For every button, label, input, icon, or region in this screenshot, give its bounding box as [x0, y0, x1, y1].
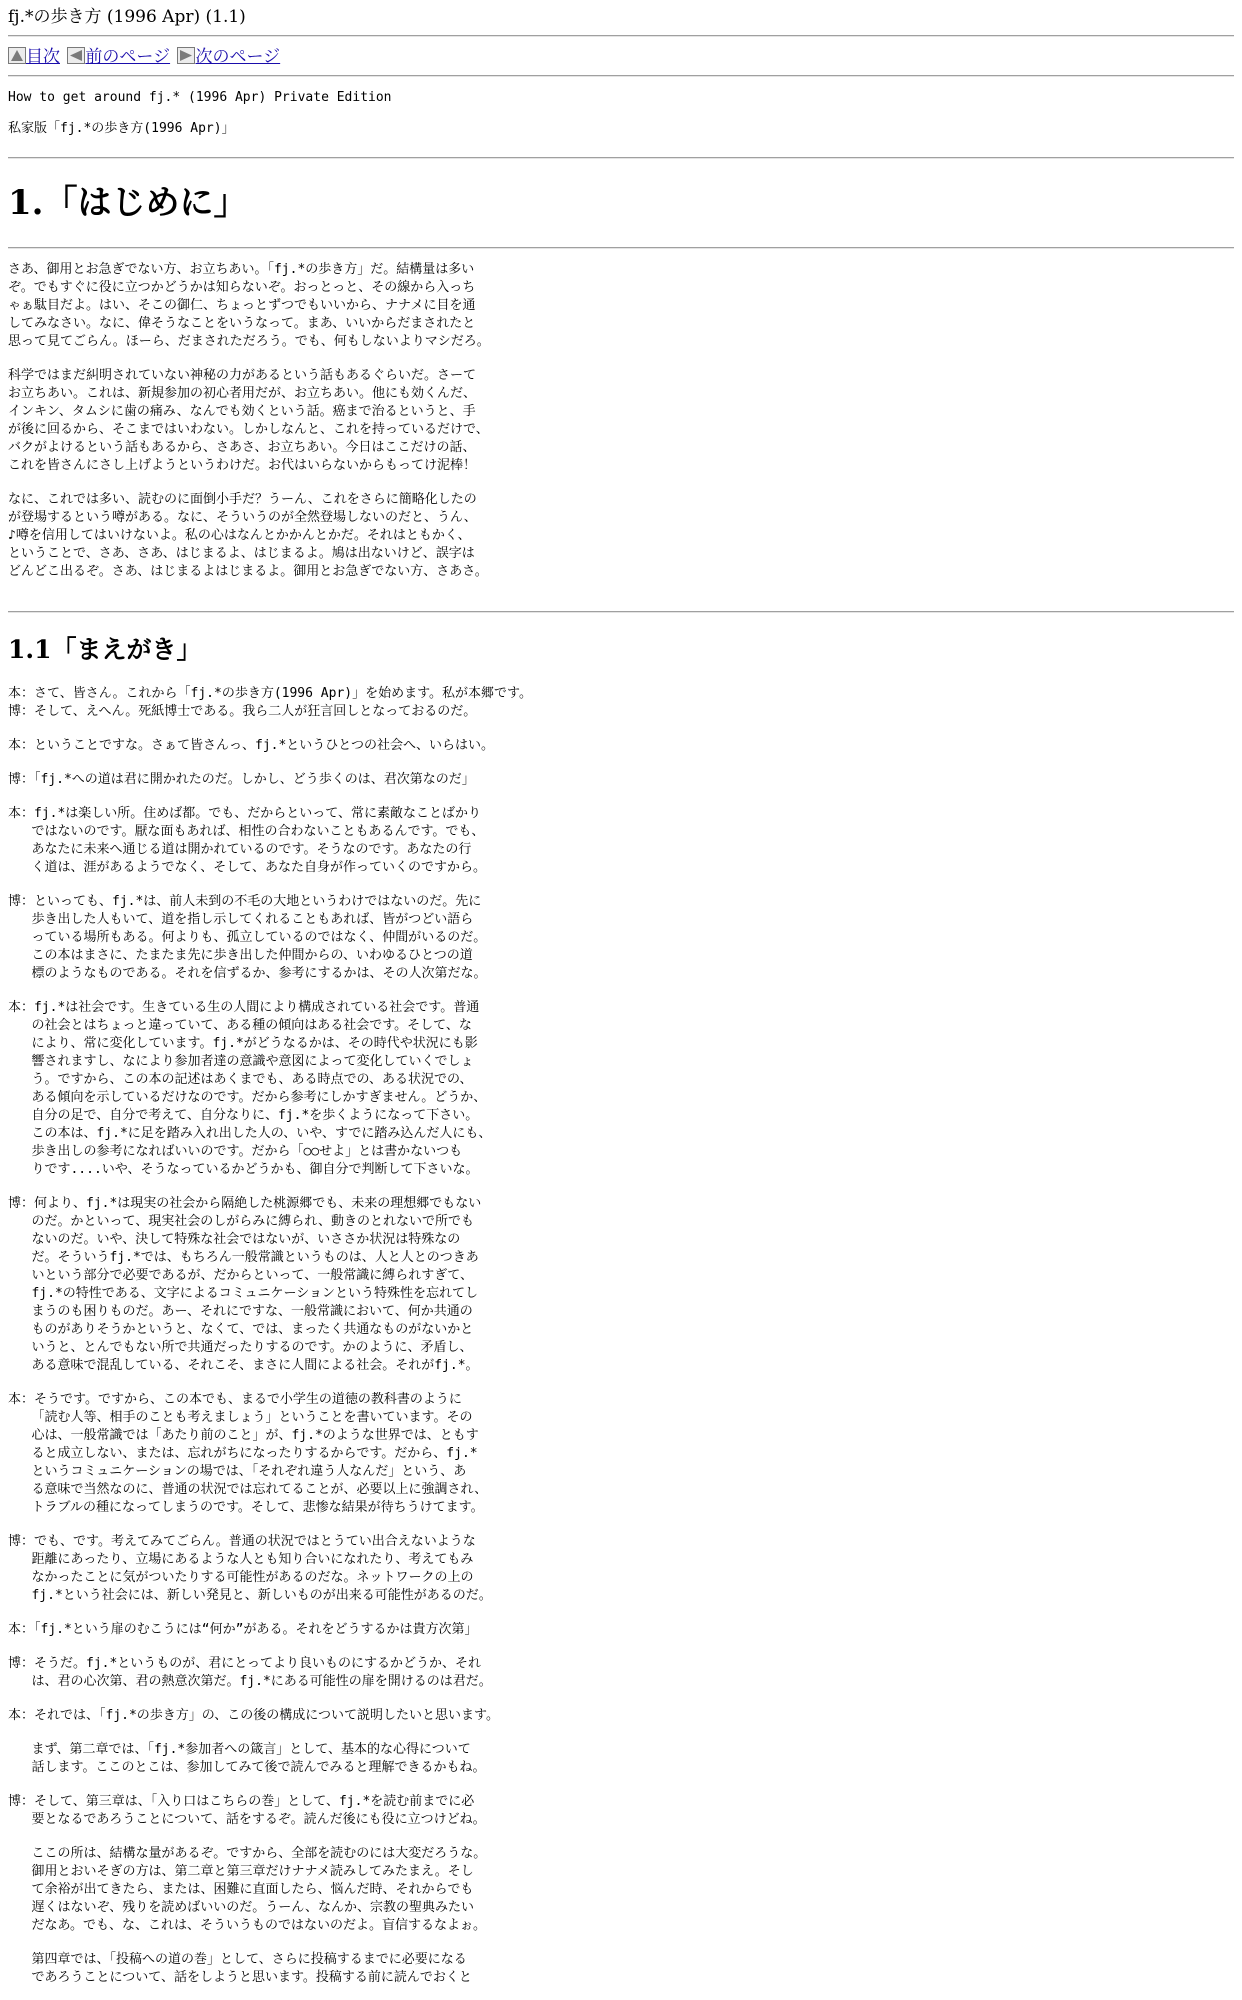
header-line-japanese: 私家版「fj.*の歩き方(1996 Apr)」	[8, 121, 235, 136]
dialogue-paragraph: 本：「fj.*という扉のむこうには“何か”がある。それをどうするかは貴方次第」	[8, 1622, 478, 1637]
dialogue-paragraph: 博：そうだ。fj.*というものが、君にとってより良いものにするかどうか、それ は、君の心次第、君の熱意次第だ。fj.*にある可能性の扉を開けるのは君だ。	[8, 1656, 492, 1689]
header-line-english: How to get around fj.* (1996 Apr) Private Edition	[8, 90, 392, 105]
intro-paragraph: なに、これでは多い、読むのに面倒小手だ？うーん、これをさらに簡略化したの が登場するという噂がある。なに、そういうのが全然登場しないのだと、うん、 ♪噂を信用してはいけないよ。私の心はなんとかかんとかだ。それはともかく、 ということで、さあ、さあ、はじまるよ、はじまるよ。鳩は出ないけど、誤字は どんどこ出るぞ。さあ、はじまるよはじまるよ。御用とお急ぎでない方、さあさ。	[8, 492, 488, 579]
dialogue-paragraph: 博：といっても、fj.*は、前人未到の不毛の大地というわけではないのだ。先に 歩き出した人もいて、道を指し示してくれることもあれば、皆がつどい語ら っている場所もある。何よりも、孤立しているのではなく、仲間がいるのだ。 この本はまさに、たまたま先に歩き出した仲間からの、いわゆるひとつの道 標のようなものである。それを信ずるか、参考にするかは、その人次第だな。	[8, 894, 487, 981]
dialogue-paragraph: 博：でも、です。考えてみてごらん。普通の状況ではとうてい出合えないような 距離にあったり、立場にあるような人とも知り合いになれたり、考えてもみ なかったことに気がついたりする可能性があるのだな。ネットワークの上の fj.*という社会には、新しい発見と、新しいものが出来る可能性があるのだ。	[8, 1534, 492, 1603]
dialogue-paragraph: 本：さて、皆さん。これから「fj.*の歩き方(1996 Apr)」を始めます。私が本郷です。 博：そして、えへん。死紙博士である。我ら二人が狂言回しとなっておるのだ。	[8, 686, 533, 719]
dialogue-paragraph: 博：何より、fj.*は現実の社会から隔絶した桃源郷でも、未来の理想郷でもない のだ。かといって、現実社会のしがらみに縛られ、動きのとれないで所でも ないのだ。いや、決して特殊な社会ではないが、いささか状況は特殊なの だ。そういうfj.*では、もちろん一般常識というものは、人と人とのつきあ いという部分で必要であるが、だからといって、一般常識に縛られすぎて、 fj.*の特性である、文字によるコミュニケーションという特殊性を忘れてし まうのも困りものだ。あー、それにですな、一般常識において、何か共通の ものがありそうかというと、なくて、では、まったく共通なものがないかと いうと、とんでもない所で共通だったりするのです。かのように、矛盾し、 ある意味で混乱している、それこそ、まさに人間による社会。それがfj.*。	[8, 1196, 482, 1373]
toc-link[interactable]: 目次	[26, 47, 60, 67]
dialogue-paragraph: ここの所は、結構な量があるぞ。ですから、全部を読むのには大変だろうな。 御用とおいそぎの方は、第二章と第三章だけナナメ読みしてみたまえ。そし て余裕が出てきたら、または、困難に直面したら、悩んだ時、それからでも 遅くはないぞ、残りを読めばいいのだ。うーん、なんか、宗教の聖典みたい だなあ。でも、な、これは、そういうものではないのだよ。盲信するなよぉ。	[31, 1846, 487, 1933]
dialogue-paragraph: 博：「fj.*への道は君に開かれたのだ。しかし、どう歩くのは、君次第なのだ」	[8, 772, 475, 787]
up-arrow-icon[interactable]	[8, 47, 26, 64]
intro-paragraph: 科学ではまだ糾明されていない神秘の力があるという話もあるぐらいだ。さーて お立ちあい。これは、新規参加の初心者用だが、お立ちあい。他にも効くんだ、 インキン、タムシに歯の痛み、なんでも効くという話。癌まで治るというと、手 が後に回るから、そこまではいわない。しかしなんと、これを持っているだけで、 バクがよけるという話もあるから、さあさ、お立ちあい。今日はここだけの話、 これを皆さんにさし上げようというわけだ。お代はいらないからもってけ泥棒！	[8, 368, 489, 473]
chapter-heading: 1.「はじめに」	[8, 183, 248, 223]
dialogue-paragraph: 第四章では、「投稿への道の巻」として、さらに投稿するまでに必要になる であろうことについて、話をしようと思います。投稿する前に読んでおくと	[31, 1952, 472, 1985]
section-heading: 1.1「まえがき」	[8, 635, 202, 664]
dialogue	[8, 685, 1234, 1987]
dialogue-paragraph: 博：そして、第三章は、「入り口はこちらの巻」として、fj.*を読む前までに必 要となるであろうことについて、話をするぞ。読んだ後にも役に立つけどね。	[8, 1794, 486, 1827]
dialogue-paragraph: 本：それでは、「fj.*の歩き方」の、この後の構成について説明したいと思います。	[8, 1708, 499, 1723]
page-title: fj.*の歩き方 (1996 Apr) (1.1)	[8, 7, 246, 27]
dialogue-paragraph: 本：fj.*は社会です。生きている生の人間により構成されている社会です。普通 の社会とはちょっと違っていて、ある種の傾向はある社会です。そして、な により、常に変化しています。fj.*がどうなるかは、その時代や状況にも影 響されますし、なにより参加者達の意識や意図によって変化していくでしょ う。ですから、この本の記述はあくまでも、ある時点での、ある状況での、 ある傾向を示しているだけなのです。だから参考にしかすぎません。どうか、 自分の足で、自分で考えて、自分なりに、fj.*を歩くようになって下さい。 この本は、fj.*に足を踏み入れ出した人の、いや、すでに踏み込んだ人にも、 歩き出しの参考になればいいのです。だから「○○せよ」とは書かないつも りです....いや、そうなっているかどうかも、御自分で判断して下さいな。	[8, 1000, 492, 1177]
right-arrow-icon[interactable]	[177, 47, 195, 64]
next-page-link[interactable]: 次のページ	[195, 47, 281, 67]
navigation-bar	[8, 37, 1234, 75]
dialogue-paragraph: 本：そうです。ですから、この本でも、まるで小学生の道徳の教科書のように 「読む人等、相手のことも考えましょう」ということを書いています。その 心は、一般常識では「あたり前のこと」が、fj.*のような世界では、ともす ると成立しない、または、忘れがちになったりするからです。だから、fj.* というコミュニケーションの場では、「それぞれ違う人なんだ」という、あ る意味で当然なのに、普通の状況では忘れてることが、必要以上に強調され、 トラブルの種になってしまうのです。そして、悲惨な結果が待ちうけてます。	[8, 1392, 488, 1515]
prev-page-link[interactable]: 前のページ	[85, 47, 171, 67]
left-arrow-icon[interactable]	[67, 47, 85, 64]
dialogue-paragraph: 本：ということですな。さぁて皆さんっ、fj.*というひとつの社会へ、いらはい。	[8, 738, 495, 753]
intro-paragraph: さあ、御用とお急ぎでない方、お立ちあい。「fj.*の歩き方」だ。結構量は多い ぞ。でもすぐに役に立つかどうかは知らないぞ。おっとっと、その線から入っち ゃぁ駄目だよ。はい、そこの御仁、ちょっとずつでもいいから、ナナメに目を通 してみなさい。なに、偉そうなことをいうなって。まあ、いいからだまされたと 思って見てごらん。ほーら、だまされただろう。でも、何もしないよりマシだろ。	[8, 262, 490, 349]
dialogue-paragraph: 本：fj.*は楽しい所。住めば都。でも、だからといって、常に素敵なことばかり ではないのです。厭な面もあれば、相性の合わないこともあるんです。でも、 あなたに未来へ通じる道は開かれているのです。そうなのです。あなたの行 く道は、涯があるようでなく、そして、あなた自身が作っていくのですから。	[8, 806, 486, 875]
dialogue-paragraph: まず、第二章では、「fj.*参加者への箴言」として、基本的な心得について 話します。ここのとこは、参加してみて後で読んでみると理解できるかもね。	[31, 1742, 486, 1775]
